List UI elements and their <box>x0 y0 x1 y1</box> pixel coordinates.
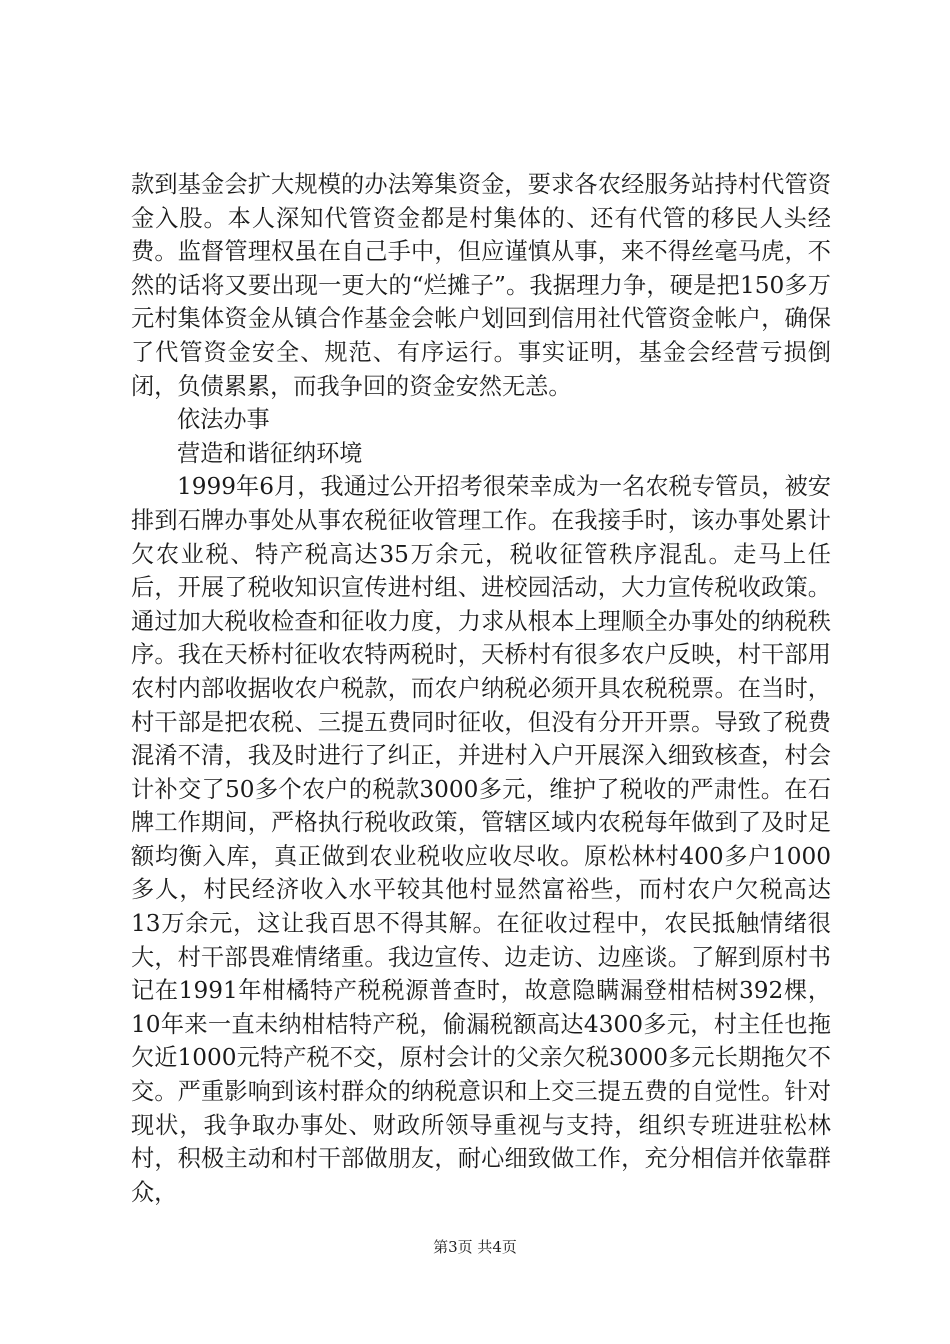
section-heading: 依法办事 <box>177 406 270 434</box>
body-paragraph: 款到基金会扩大规模的办法筹集资金，要求各农经服务站持村代管资金入股。本人深知代管资金都是村集体的、还有代管的移民人头经费。监督管理权虽在自己手中，但应谨慎从事，来不得丝毫马虎，不然的话将又要出现一更大的“烂摊子”。我据理力争，硬是把150多万元村集体资金从镇合作基金会帐户划回到信用社代管资金帐户，确保了代管资金安全、规范、有序运行。事实证明，基金会经营亏损倒闭，负债累累，而我争回的资金安然无恙。 <box>131 171 831 400</box>
body-paragraph: 1999年6月，我通过公开招考很荣幸成为一名农税专管员，被安排到石牌办事处从事农税征收管理工作。在我接手时，该办事处累计欠农业税、特产税高达35万余元，税收征管秩序混乱。走马上任后，开展了税收知识宣传进村组、进校园活动，大力宣传税收政策。通过加大税收检查和征收力度，力求从根本上理顺全办事处的纳税秩序。我在天桥村征收农特两税时，天桥村有很多农户反映，村干部用农村内部收据收农户税款，而农户纳税必须开具农税税票。在当时，村干部是把农税、三提五费同时征收，但没有分开开票。导致了税费混淆不清，我及时进行了纠正，并进村入户开展深入细致核查，村会计补交了50多个农户的税款3000多元，维护了税收的严肃性。在石牌工作期间，严格执行税收政策，管辖区域内农税每年做到了及时足额均衡入库，真正做到农业税收应收尽收。原松林村400多户1000多人，村民经济收入水平较其他村显然富裕些，而村农户欠税高达13万余元，这让我百思不得其解。在征收过程中，农民抵触情绪很大，村干部畏难情绪重。我边宣传、边走访、边座谈。了解到原村书记在1991年柑橘特产税税源普查时，故意隐瞒漏登柑桔树392棵，10年来一直未纳柑桔特产税，偷漏税额高达4300多元，村主任也拖欠近1000元特产税不交，原村会计的父亲欠税3000多元长期拖欠不交。严重影响到该村群众的纳税意识和上交三提五费的自觉性。针对现状，我争取办事处、财政所领导重视与支持，组织专班进驻松林村，积极主动和村干部做朋友，耐心细致做工作，充分相信并依靠群众， <box>131 473 831 1206</box>
section-subheading: 营造和谐征纳环境 <box>177 439 363 467</box>
page-number-footer: 第3页 共4页 <box>433 1238 517 1256</box>
document-body <box>131 168 831 1209</box>
